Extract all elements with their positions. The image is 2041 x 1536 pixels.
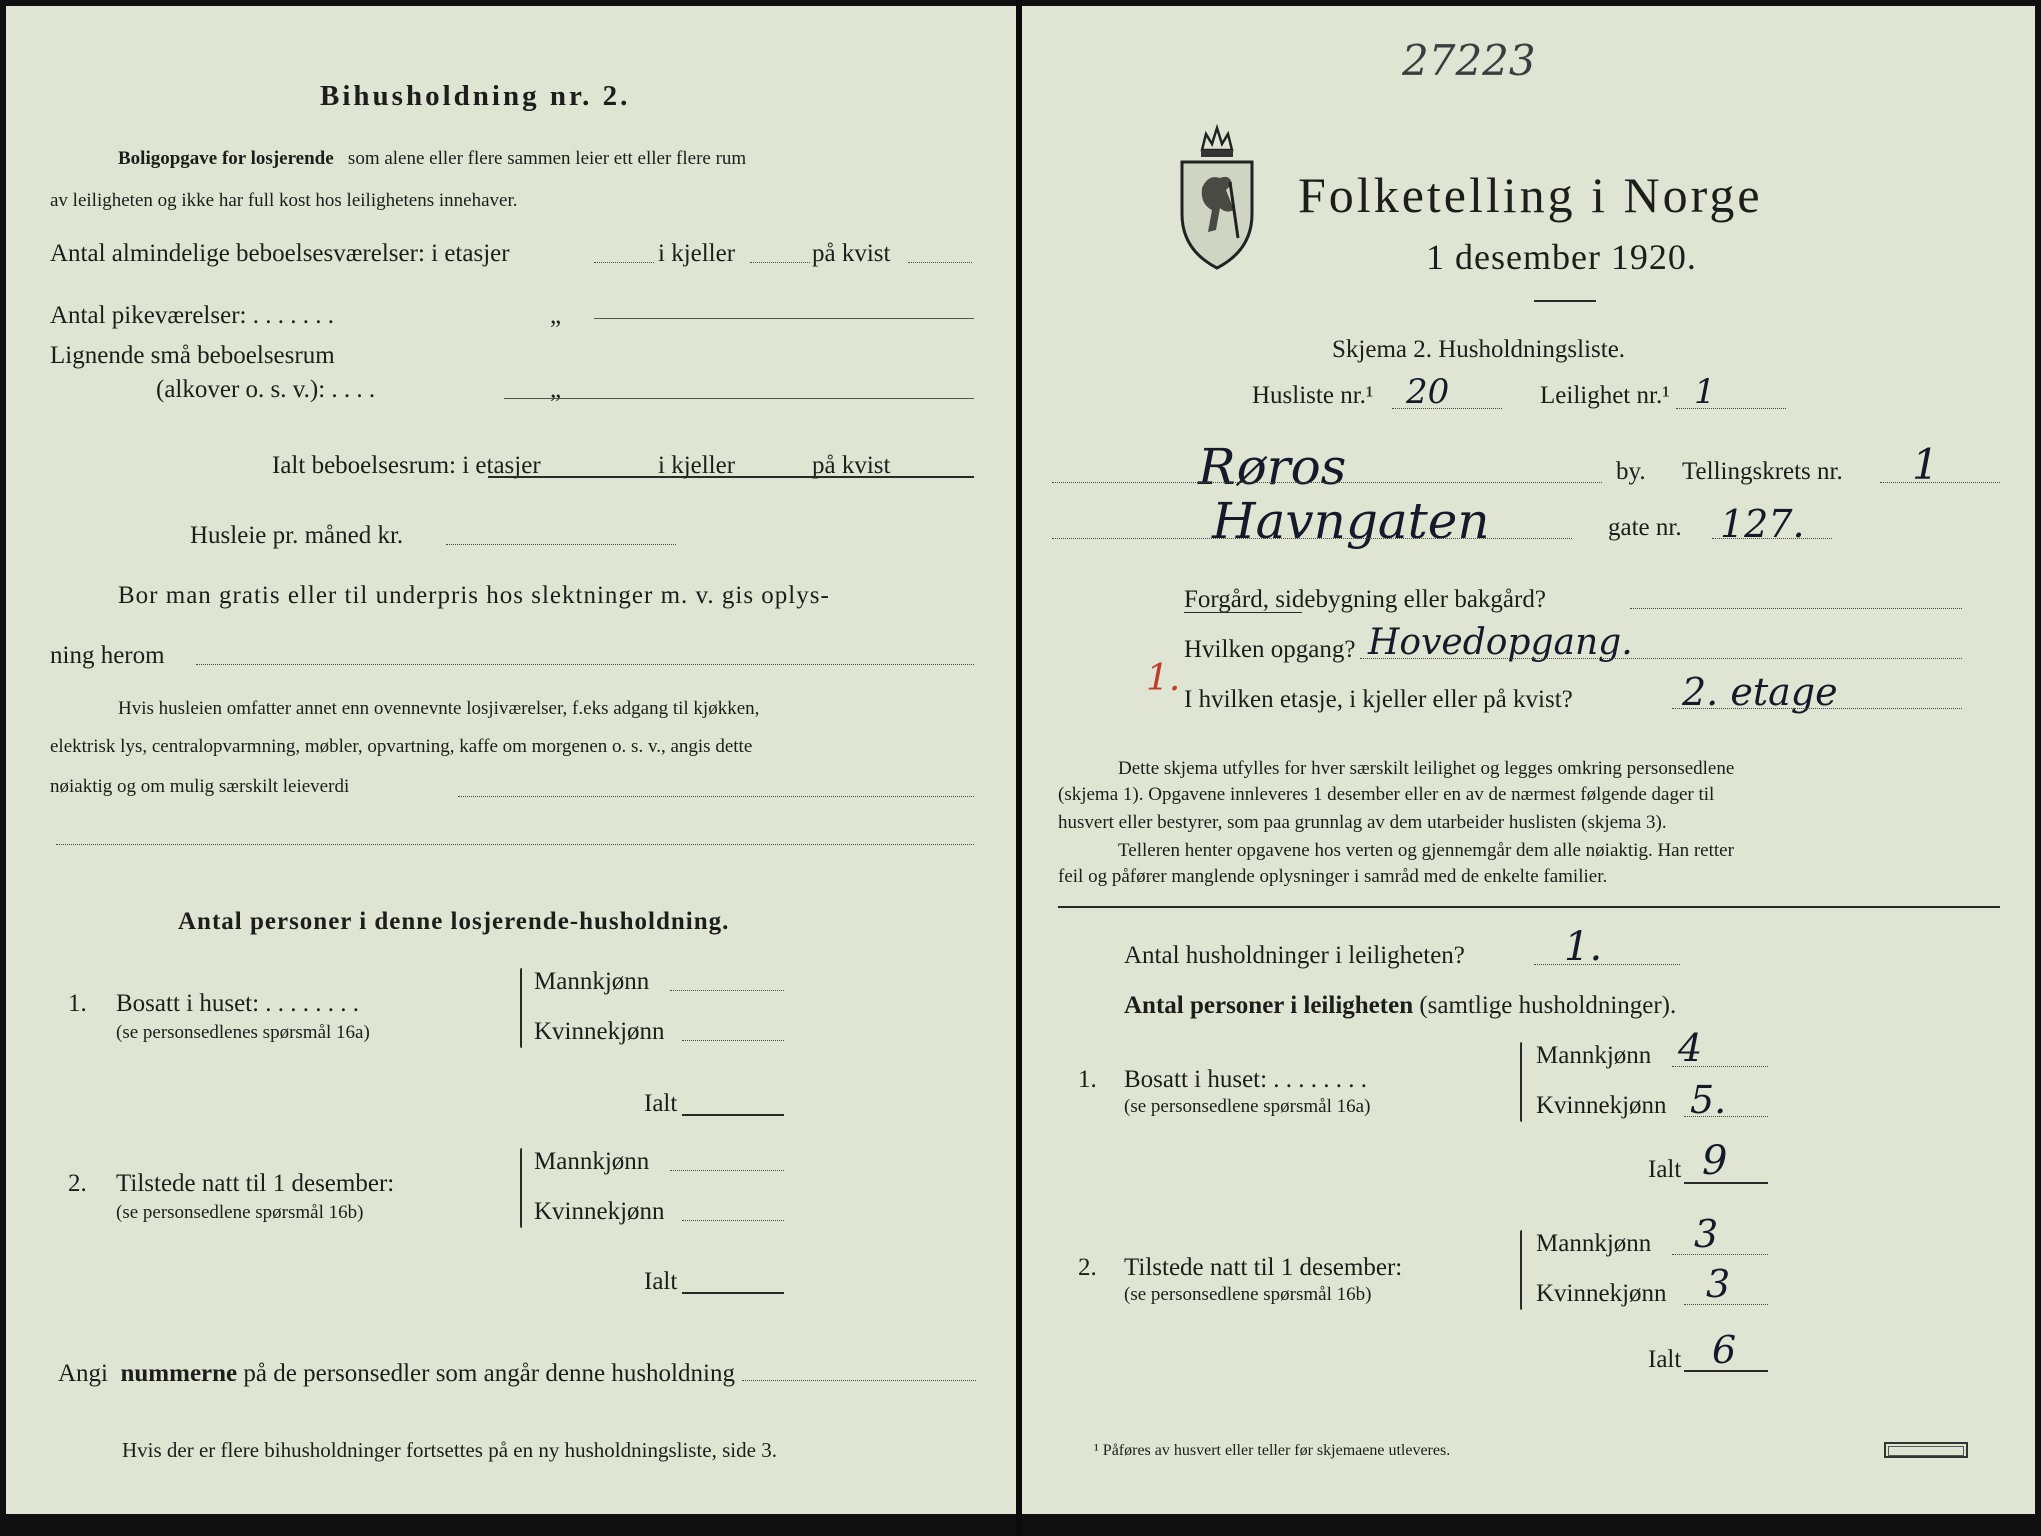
dette-line-3: husvert eller bestyrer, som paa grunnlag av dem utarbeider huslisten (skjema 3).	[1058, 812, 1667, 833]
r-q1-ialt-field	[1684, 1182, 1768, 1184]
antal-hush-field	[1534, 964, 1680, 965]
forgaard-underline	[1184, 612, 1302, 613]
husleie-label: Husleie pr. måned kr.	[190, 522, 404, 549]
hvis-line-3: nøiaktig og om mulig særskilt leieverdi	[50, 776, 350, 797]
r-q1-mann-value[interactable]: 4	[1678, 1026, 1703, 1070]
q1-mann-label: Mannkjønn	[534, 968, 650, 995]
q1-kvinne-field[interactable]	[682, 1040, 784, 1041]
r-q2-kvinne-field	[1684, 1304, 1768, 1305]
intro-rest-1: som alene eller flere sammen leier ett eller flere rum	[347, 148, 747, 169]
r-q1-number: 1.	[1078, 1066, 1097, 1093]
r-q2-label: Tilstede natt til 1 desember:	[1124, 1254, 1403, 1281]
bihusholdning-title: Bihusholdning nr. 2.	[320, 80, 631, 112]
q1-label: Bosatt i huset: . . . . . . . .	[116, 990, 360, 1017]
q2-ialt-label: Ialt	[644, 1268, 678, 1295]
q1-sub: (se personsedlenes spørsmål 16a)	[116, 1022, 370, 1043]
antal-pers-heading	[1124, 992, 1676, 1020]
ditto-mark: „	[550, 302, 562, 329]
opgang-field	[1360, 658, 1962, 659]
q1-ialt-field[interactable]	[682, 1114, 784, 1116]
ialt-rum-label: Ialt beboelsesrum: i etasjer	[272, 452, 541, 479]
r-q2-mann-field	[1672, 1254, 1768, 1255]
archive-number: 27223	[1402, 36, 1536, 85]
r-q1-sub: (se personsedlene spørsmål 16a)	[1124, 1096, 1371, 1117]
r-q1-kvinne-field	[1684, 1116, 1768, 1117]
almindelige-kvist-field[interactable]	[908, 262, 972, 263]
r-q2-number: 2.	[1078, 1254, 1097, 1281]
q2-kvinne-label: Kvinnekjønn	[534, 1198, 665, 1225]
etasje-label: I hvilken etasje, i kjeller eller på kvist?	[1184, 686, 1573, 713]
leieverdi-field[interactable]	[458, 796, 974, 797]
gate-nr-value[interactable]: 127.	[1720, 502, 1805, 546]
printer-stamp-icon	[1884, 1442, 1968, 1458]
footnote: ¹ Påføres av husvert eller teller før skjemaene utleveres.	[1094, 1442, 1451, 1459]
census-date: 1 desember 1920.	[1426, 237, 1697, 277]
etasje-value[interactable]: 2. etage	[1682, 670, 1838, 714]
gate-label: gate nr.	[1608, 514, 1682, 541]
gate-value[interactable]: Havngaten	[1212, 492, 1490, 550]
lignende-label-1: Lignende små beboelsesrum	[50, 342, 335, 369]
gate-field	[1052, 538, 1572, 539]
section-divider	[1058, 906, 2000, 908]
census-title: Folketelling i Norge	[1298, 167, 1763, 223]
r-q2-ialt-field	[1684, 1370, 1768, 1372]
husliste-field	[1392, 408, 1502, 409]
r-q1-mann-label: Mannkjønn	[1536, 1042, 1652, 1069]
intro-text-2: av leiligheten og ikke har full kost hos leilighetens innehaver.	[50, 190, 518, 211]
lignende-label-2: (alkover o. s. v.): . . . .	[156, 376, 376, 403]
q2-number: 2.	[68, 1170, 87, 1197]
etasje-field	[1672, 708, 1962, 709]
husleie-field[interactable]	[446, 544, 676, 545]
antal-hush-value[interactable]: 1.	[1564, 924, 1603, 970]
telleren-line-2: feil og påfører manglende oplysninger i samråd med de enkelte familier.	[1058, 866, 1608, 887]
hvis-line-2: elektrisk lys, centralopvarmning, møbler, opvartning, kaffe om morgenen o. s. v., angis dette	[50, 736, 753, 757]
by-field	[1052, 482, 1602, 483]
intro-text	[118, 148, 746, 170]
dette-line-2: (skjema 1). Opgavene innleveres 1 desember eller en av de nærmest følgende dager til	[1058, 784, 1715, 805]
r-q2-mann-label: Mannkjønn	[1536, 1230, 1652, 1257]
r-q1-kvinne-label: Kvinnekjønn	[1536, 1092, 1667, 1119]
q1-kvinne-label: Kvinnekjønn	[534, 1018, 665, 1045]
r-q1-ialt-value[interactable]: 9	[1702, 1138, 1728, 1184]
q1-brace	[520, 968, 522, 1048]
bor-man-line-1: Bor man gratis eller til underpris hos slektninger m. v. gis oplys-	[118, 582, 830, 609]
title-divider	[1534, 300, 1596, 302]
ditto-mark-2: „	[550, 376, 562, 403]
lignende-fields-line[interactable]	[504, 398, 974, 399]
almindelige-etasjer-field[interactable]	[594, 262, 654, 263]
r-q1-brace	[1520, 1042, 1522, 1122]
r-q2-kvinne-value[interactable]: 3	[1706, 1262, 1731, 1306]
gate-nr-field	[1712, 538, 1832, 539]
nummerne-field[interactable]	[742, 1380, 976, 1381]
i-kjeller-label: i kjeller	[658, 240, 736, 267]
ialt-rum-line[interactable]	[488, 476, 974, 478]
q2-label: Tilstede natt til 1 desember:	[116, 1170, 395, 1197]
left-page	[6, 6, 1016, 1514]
r-q1-label: Bosatt i huset: . . . . . . . .	[1124, 1066, 1368, 1093]
angi-rest: på de personsedler som angår denne husholdning	[243, 1360, 735, 1387]
husliste-value[interactable]: 20	[1406, 372, 1450, 412]
opgang-value[interactable]: Hovedopgang.	[1368, 622, 1633, 663]
by-value[interactable]: Røros	[1198, 438, 1347, 496]
r-q2-kvinne-label: Kvinnekjønn	[1536, 1280, 1667, 1307]
ialt-kvist-label: på kvist	[812, 452, 891, 479]
angi-pre: Angi	[58, 1360, 108, 1387]
r-q2-mann-value[interactable]: 3	[1694, 1212, 1719, 1256]
q2-kvinne-field[interactable]	[682, 1220, 784, 1221]
forgaard-field[interactable]	[1630, 608, 1962, 609]
dette-line-1: Dette skjema utfylles for hver særskilt leilighet og legges omkring personsedlene	[1118, 758, 1735, 779]
telleren-line-1: Telleren henter opgavene hos verten og gjennemgår dem alle nøiaktig. Han retter	[1118, 840, 1734, 861]
antal-almindelige-label: Antal almindelige beboelsesværelser: i etasjer	[50, 240, 510, 267]
angi-text	[58, 1360, 735, 1388]
antal-personer-heading: Antal personer i denne losjerende-husholdning.	[178, 908, 730, 935]
tellingskrets-field	[1880, 482, 2000, 483]
leilighet-label: Leilighet nr.¹	[1540, 382, 1670, 409]
r-q1-mann-field	[1672, 1066, 1768, 1067]
antal-pers-bold: Antal personer i leiligheten	[1124, 992, 1414, 1019]
r-q1-kvinne-value[interactable]: 5.	[1690, 1078, 1727, 1122]
leilighet-field	[1676, 408, 1786, 409]
r-q2-ialt-label: Ialt	[1648, 1346, 1682, 1373]
opgang-label: Hvilken opgang?	[1184, 636, 1356, 663]
antal-hush-label: Antal husholdninger i leiligheten?	[1124, 942, 1465, 969]
r-q2-ialt-value[interactable]: 6	[1712, 1328, 1737, 1372]
q2-brace	[520, 1148, 522, 1228]
antal-pers-rest: (samtlige husholdninger).	[1419, 992, 1677, 1019]
intro-bold: Boligopgave for losjerende	[118, 148, 334, 169]
paa-kvist-label: på kvist	[812, 240, 891, 267]
skjema-label: Skjema 2. Husholdningsliste.	[1332, 336, 1626, 363]
almindelige-kjeller-field[interactable]	[750, 262, 810, 263]
by-label: by.	[1616, 458, 1646, 485]
antal-pike-label: Antal pikeværelser: . . . . . . .	[50, 302, 334, 329]
red-check-mark: 1.	[1146, 658, 1181, 699]
r-q2-brace	[1520, 1230, 1522, 1310]
q1-ialt-label: Ialt	[644, 1090, 678, 1117]
forgaard-label: Forgård, sidebygning eller bakgård?	[1184, 586, 1546, 613]
right-page	[1022, 6, 2035, 1514]
bor-man-field[interactable]	[196, 664, 974, 665]
q2-sub: (se personsedlene spørsmål 16b)	[116, 1202, 364, 1223]
leilighet-value[interactable]: 1	[1694, 372, 1716, 412]
tellingskrets-value[interactable]: 1	[1912, 440, 1939, 489]
norwegian-coat-of-arms-icon	[1176, 118, 1258, 270]
hvis-line-1: Hvis husleien omfatter annet enn ovennevnte losjiværelser, f.eks adgang til kjøkken,	[118, 698, 760, 719]
footer-text: Hvis der er flere bihusholdninger fortsettes på en ny husholdningsliste, side 3.	[122, 1438, 777, 1462]
q1-mann-field[interactable]	[670, 990, 784, 991]
q2-mann-field[interactable]	[670, 1170, 784, 1171]
q2-ialt-field[interactable]	[682, 1292, 784, 1294]
leieverdi-field-2[interactable]	[56, 844, 974, 845]
husliste-label: Husliste nr.¹	[1252, 382, 1374, 409]
q2-mann-label: Mannkjønn	[534, 1148, 650, 1175]
r-q1-ialt-label: Ialt	[1648, 1156, 1682, 1183]
r-q2-sub: (se personsedlene spørsmål 16b)	[1124, 1284, 1372, 1305]
bor-man-line-2: ning herom	[50, 642, 165, 669]
angi-bold: nummerne	[120, 1360, 238, 1387]
pike-fields-line[interactable]	[594, 318, 974, 319]
tellingskrets-label: Tellingskrets nr.	[1682, 458, 1843, 485]
q1-number: 1.	[68, 990, 87, 1017]
ialt-kjeller-label: i kjeller	[658, 452, 736, 479]
